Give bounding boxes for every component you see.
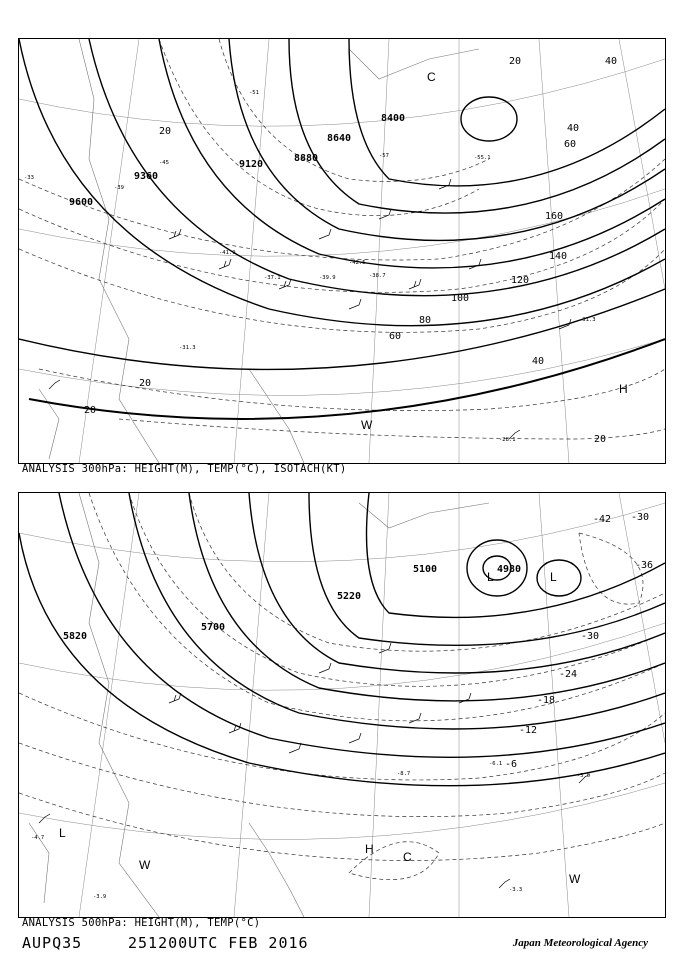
- temp-label: -45: [159, 160, 169, 166]
- height-label-4980: 4980: [497, 564, 522, 575]
- height-label-8400: 8400: [381, 113, 406, 124]
- graticule: [19, 493, 665, 917]
- map-300hpa-canvas: [19, 39, 665, 463]
- height-contours: [19, 39, 665, 419]
- height-label-9360: 9360: [134, 171, 159, 182]
- temp-label: -57: [379, 153, 389, 159]
- caption-300hpa: ANALYSIS 300hPa: HEIGHT(M), TEMP(°C), ISOTACH(KT): [22, 463, 347, 475]
- center-low: L: [59, 826, 66, 840]
- temp-label: -31.3: [579, 317, 596, 323]
- isotherms: [19, 493, 665, 880]
- center-warm: W: [569, 872, 581, 886]
- isotach-label: 60: [389, 331, 402, 342]
- center-low: L: [550, 570, 557, 584]
- isotach-label: 140: [549, 251, 568, 262]
- height-label-5700: 5700: [201, 622, 226, 633]
- graticule: [19, 39, 665, 463]
- isotherm-label: -18: [537, 695, 556, 706]
- isotach-label: 40: [567, 123, 580, 134]
- isotach-label: 20: [159, 126, 172, 137]
- center-cold: C: [427, 70, 436, 84]
- isotherm-label: -36: [635, 560, 654, 571]
- isotach-label: 120: [511, 275, 530, 286]
- isotherm-label: -30: [581, 631, 600, 642]
- temp-annotations: [31, 761, 590, 900]
- isotherm-label: -12: [519, 725, 538, 736]
- height-label-9600: 9600: [69, 197, 94, 208]
- isotach-label: 100: [451, 293, 470, 304]
- isotherm-label: -42: [593, 514, 612, 525]
- caption-500hpa: ANALYSIS 500hPa: HEIGHT(M), TEMP(°C): [22, 917, 261, 929]
- height-label-5100: 5100: [413, 564, 438, 575]
- temp-label: -33: [24, 175, 34, 181]
- map-300hpa: [18, 38, 666, 464]
- temp-label: -41.9: [219, 250, 236, 256]
- temp-label: -8.7: [397, 771, 411, 777]
- temp-label: -3.9: [93, 894, 107, 900]
- isotach-label: 40: [605, 56, 618, 67]
- isotach-label: 60: [564, 139, 577, 150]
- temp-label: -39: [114, 185, 124, 191]
- temp-label: -38.7: [369, 273, 386, 279]
- isotach-labels: [84, 56, 617, 445]
- height-label-5820: 5820: [63, 631, 88, 642]
- temp-label: -51: [249, 90, 259, 96]
- temp-label: -3.3: [509, 887, 523, 893]
- isotach-label: 20: [139, 378, 152, 389]
- temp-labels: [24, 90, 596, 443]
- temp-label: -28.1: [499, 437, 516, 443]
- height-label-5220: 5220: [337, 591, 362, 602]
- map-500hpa-canvas: [19, 493, 665, 917]
- height-label-8640: 8640: [327, 133, 352, 144]
- agency-name: Japan Meteorological Agency: [512, 937, 648, 949]
- isotherm-label: -30: [631, 512, 650, 523]
- isotach-label: 20: [594, 434, 607, 445]
- isotach-label: 160: [545, 211, 564, 222]
- wind-barbs: [49, 179, 571, 439]
- product-code: AUPQ35: [22, 934, 83, 952]
- center-low: L: [487, 570, 494, 584]
- temp-label: -37.1: [264, 275, 281, 281]
- temp-label: -6.1: [489, 761, 503, 767]
- temp-label: -42.5: [349, 260, 366, 266]
- height-contours: [19, 493, 665, 786]
- map-500hpa: [18, 492, 666, 918]
- center-high: H: [619, 382, 628, 396]
- isotherm-label: -24: [559, 669, 578, 680]
- temp-label: -55.1: [474, 155, 491, 161]
- isotach-label: 20: [509, 56, 522, 67]
- center-high: H: [365, 842, 374, 856]
- center-cold: C: [403, 850, 412, 864]
- temp-label: -31.3: [179, 345, 196, 351]
- isotherm-label: -6: [505, 759, 518, 770]
- isotach-label: 80: [419, 315, 432, 326]
- temp-label: -39.9: [319, 275, 336, 281]
- isotherms: [19, 39, 665, 439]
- temp-label: -5.5: [577, 773, 591, 779]
- height-labels: [63, 564, 521, 642]
- analysis-timestamp: 251200UTC FEB 2016: [128, 934, 309, 952]
- center-warm: W: [361, 418, 373, 432]
- coastlines: [39, 39, 479, 463]
- isotach-label: 40: [532, 356, 545, 367]
- height-label-8880: 8880: [294, 153, 319, 164]
- temp-label: -4.7: [31, 835, 45, 841]
- height-label-9120: 9120: [239, 159, 264, 170]
- center-warm: W: [139, 858, 151, 872]
- isotach-label: 20: [84, 405, 97, 416]
